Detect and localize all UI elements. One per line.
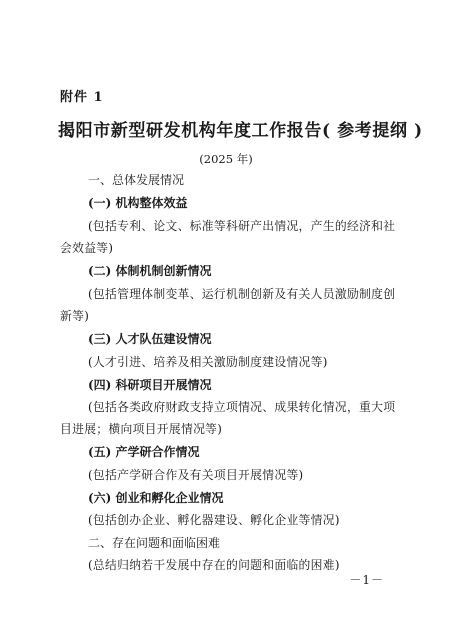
description-line: (人才引进、培养及相关激励制度建设情况等)	[88, 355, 328, 369]
description-line: (包括产学研合作及有关项目开展情况等)	[88, 468, 304, 482]
subsection-heading: (二) 体制机制创新情况	[88, 264, 212, 278]
attachment-label: 附件 1	[60, 90, 104, 105]
page-number: －1－	[349, 573, 384, 587]
description-line: 会效益等)	[60, 241, 114, 255]
subsection-heading: (三) 人才队伍建设情况	[88, 332, 212, 346]
description-line: 新等)	[60, 309, 90, 323]
description-line: (包括管理体制变革、运行机制创新及有关人员激励制度创	[88, 287, 396, 301]
description-line: (包括创办企业、孵化器建设、孵化企业等情况)	[88, 513, 340, 527]
section-heading: 二、存在问题和面临困难	[88, 536, 221, 550]
section-heading: 一、总体发展情况	[88, 173, 185, 187]
subsection-heading: (四) 科研项目开展情况	[88, 378, 212, 392]
description-line: (总结归纳若干发展中存在的问题和面临的困难)	[88, 558, 340, 572]
report-year: (2025 年)	[199, 152, 253, 166]
document-title: 揭阳市新型研发机构年度工作报告( 参考提纲 )	[58, 121, 423, 141]
subsection-heading: (一) 机构整体效益	[88, 196, 188, 210]
subsection-heading: (五) 产学研合作情况	[88, 445, 200, 459]
description-line: (包括各类政府财政支持立项情况、成果转化情况，重大项	[88, 400, 396, 414]
description-line: 目进展；横向项目开展情况等)	[60, 422, 223, 436]
subsection-heading: (六) 创业和孵化企业情况	[88, 491, 224, 505]
description-line: (包括专利、论文、标准等科研产出情况，产生的经济和社	[88, 219, 396, 233]
